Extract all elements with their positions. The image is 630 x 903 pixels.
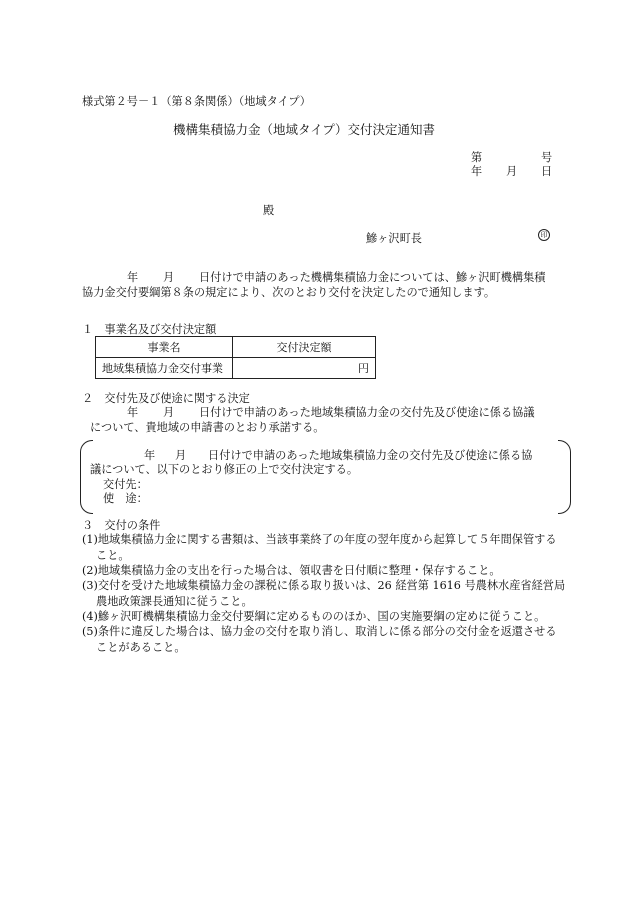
addressee-suffix: 殿 [263, 204, 275, 217]
section2-line1: 日付けで申請のあった地域集積協力金の交付先及び使途に係る協議 [199, 406, 535, 419]
table-header-amount: 交付決定額 [233, 337, 376, 358]
intro-line1: 日付けで申請のあった機構集積協力金については、鰺ヶ沢町機構集積 [199, 271, 546, 284]
right-bracket [558, 440, 571, 514]
condition-item-1: (1)地域集積協力金に関する書類は、当該事業終了の年度の翌年度から起算して５年間保管すること。 [82, 533, 557, 562]
section2-month: 月 [163, 406, 175, 419]
table-header-row [96, 337, 376, 358]
table-header-project: 事業名 [96, 337, 233, 358]
date-month: 月 [506, 165, 518, 178]
amount-unit-cell: 円 [233, 358, 376, 379]
box-line1: 日付けで申請のあった地域集積協力金の交付先及び使途に係る協 [208, 449, 533, 462]
condition-item-4: (4)鰺ヶ沢町機構集積協力金交付要綱に定めるもののほか、国の実施要綱の定めに従うこと。 [82, 610, 546, 623]
usage-label: 使 途： [103, 492, 148, 505]
box-line2: 議について、以下のとおり修正の上で交付決定する。 [90, 463, 359, 476]
condition-item-2: (2)地域集積協力金の支出を行った場合は、領収書を日付順に整理・保存すること。 [82, 564, 501, 577]
grant-amount-table [95, 336, 376, 379]
section2-line2: について、貴地域の申請書のとおり承諾する。 [90, 421, 325, 434]
project-name-cell: 地域集積協力金交付事業 [96, 358, 233, 379]
number-suffix: 号 [541, 151, 553, 164]
section1-heading: １ 事業名及び交付決定額 [82, 323, 217, 336]
date-year: 年 [471, 165, 483, 178]
section3-heading: ３ 交付の条件 [82, 519, 161, 532]
form-label: 様式第２号－１（第８条関係）（地域タイプ） [82, 95, 311, 108]
condition-item-3: (3)交付を受けた地域集積協力金の課税に係る取り扱いは、26 経営第 1616 号農林水産省経営局農地政策課長通知に従うこと。 [82, 579, 566, 608]
recipient-label: 交付先： [103, 478, 148, 491]
number-prefix: 第 [471, 151, 483, 164]
page-title: 機構集積協力金（地域タイプ）交付決定通知書 [173, 122, 436, 137]
section2-heading: ２ 交付先及び使途に関する決定 [82, 392, 250, 405]
date-day: 日 [541, 165, 553, 178]
intro-line2: 協力金交付要綱第８条の規定により、次のとおり交付を決定したので通知します。 [82, 286, 496, 299]
box-month: 月 [175, 449, 187, 462]
issuer-name: 鰺ヶ沢町長 [366, 232, 422, 245]
intro-month: 月 [163, 271, 175, 284]
table-row [96, 358, 376, 379]
condition-item-5: (5)条件に違反した場合は、協力金の交付を取り消し、取消しに係る部分の交付金を返還させることがあること。 [82, 625, 557, 654]
left-bracket [80, 440, 93, 514]
seal-mark: 印 [538, 229, 550, 241]
intro-year: 年 [127, 271, 139, 284]
box-year: 年 [144, 449, 156, 462]
section2-year: 年 [127, 406, 139, 419]
